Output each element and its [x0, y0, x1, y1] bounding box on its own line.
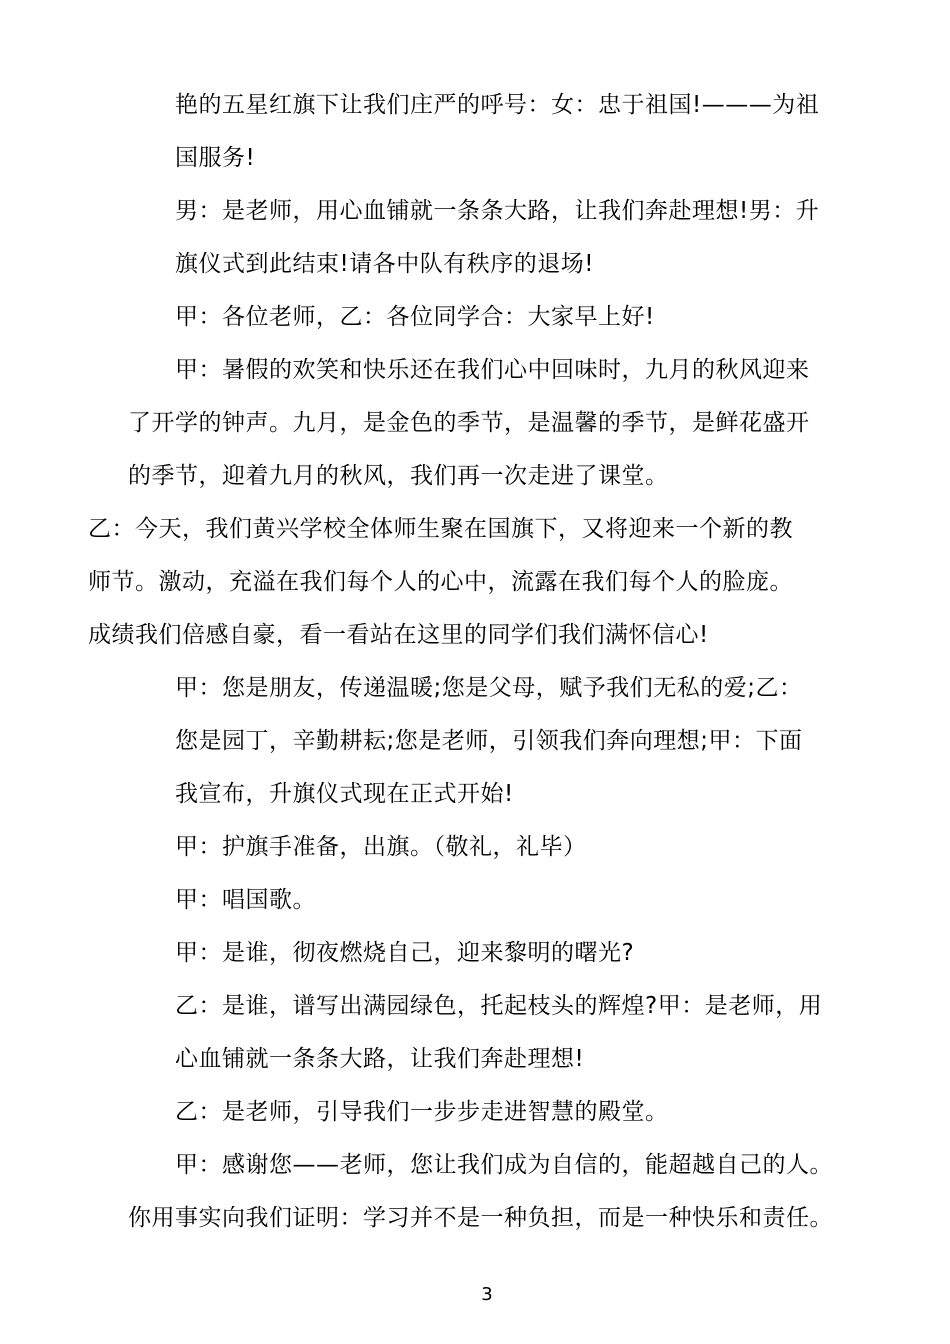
text-line: 心血铺就一条条大路，让我们奔赴理想!	[175, 1046, 585, 1072]
text-line: 乙：是谁，谱写出满园绿色，托起枝头的辉煌?甲：是老师，用	[175, 993, 823, 1019]
text-line: 师节。激动，充溢在我们每个人的心中，流露在我们每个人的脸庞。	[88, 569, 793, 595]
text-line: 了开学的钟声。九月，是金色的季节，是温馨的季节，是鲜花盛开	[128, 410, 810, 436]
text-line: 国服务!	[175, 145, 256, 171]
text-line: 旗仪式到此结束!请各中队有秩序的退场!	[175, 251, 594, 277]
text-line: 乙：是老师，引导我们一步步走进智慧的殿堂。	[175, 1099, 669, 1125]
text-line: 成绩我们倍感自豪，看一看站在这里的同学们我们满怀信心!	[88, 622, 709, 648]
text-line: 甲：暑假的欢笑和快乐还在我们心中回味时，九月的秋风迎来	[175, 357, 810, 383]
text-line: 甲：各位老师，乙：各位同学合：大家早上好!	[175, 304, 655, 330]
text-line: 艳的五星红旗下让我们庄严的呼号：女：忠于祖国!———为祖	[175, 92, 820, 118]
text-line: 甲：唱国歌。	[175, 887, 316, 913]
text-line: 甲：感谢您——老师，您让我们成为自信的，能超越自己的人。	[175, 1152, 833, 1178]
text-line: 你用事实向我们证明：学习并不是一种负担，而是一种快乐和责任。	[128, 1205, 833, 1231]
text-line: 甲：您是朋友，传递温暖;您是父母，赋予我们无私的爱;乙：	[175, 675, 803, 701]
text-line: 甲：护旗手准备，出旗。（敬礼，礼毕）	[175, 834, 587, 860]
text-line: 的季节，迎着九月的秋风，我们再一次走进了课堂。	[128, 463, 669, 489]
text-line: 您是园丁，辛勤耕耘;您是老师，引领我们奔向理想;甲：下面	[175, 728, 803, 754]
page-number: 3	[481, 1284, 493, 1305]
text-line: 乙：今天，我们黄兴学校全体师生聚在国旗下，又将迎来一个新的教	[88, 516, 793, 542]
text-line: 我宣布，升旗仪式现在正式开始!	[175, 781, 514, 807]
text-line: 男：是老师，用心血铺就一条条大路，让我们奔赴理想!男：升	[175, 198, 820, 224]
text-line: 甲：是谁，彻夜燃烧自己，迎来黎明的曙光?	[175, 940, 635, 966]
